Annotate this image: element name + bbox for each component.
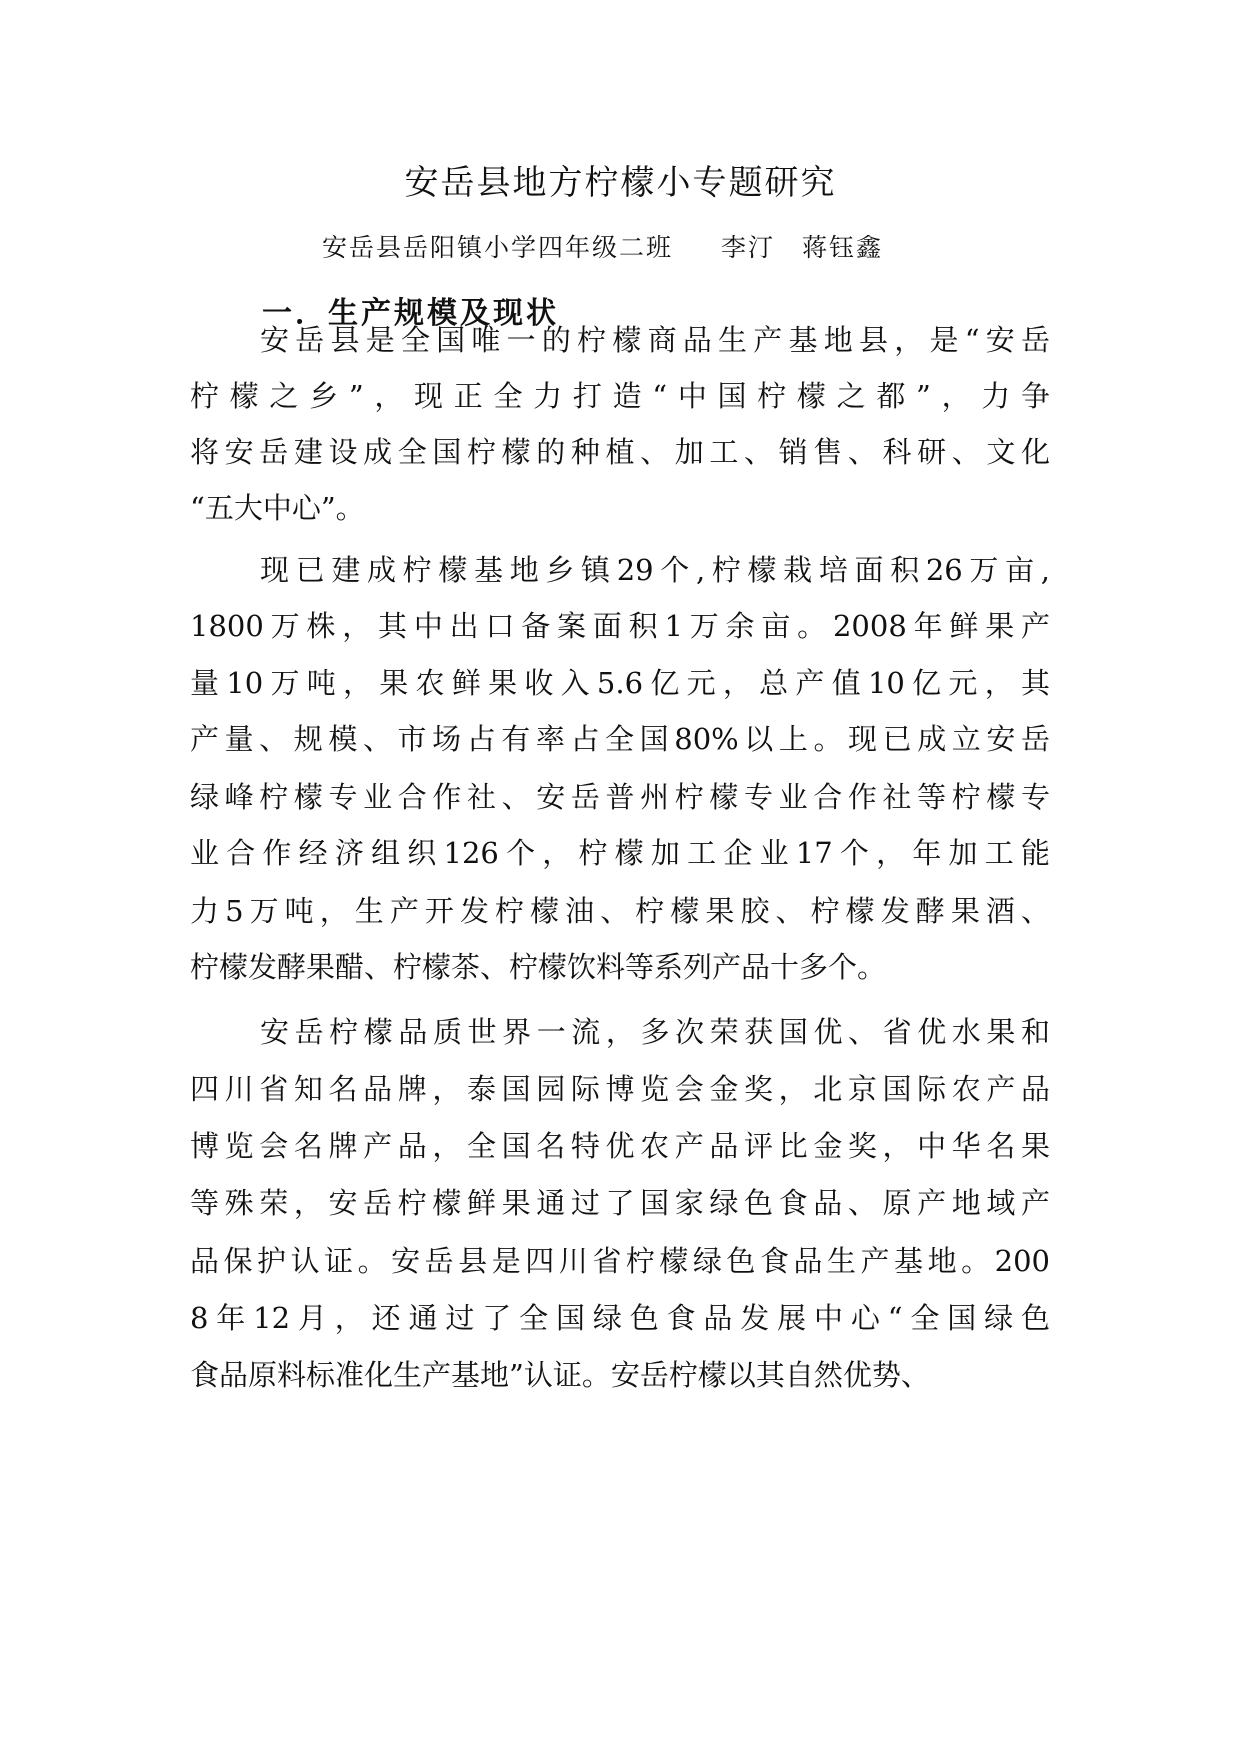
paragraph-line: 食品原料标准化生产基地”认证。安岳柠檬以其自然优势、 xyxy=(190,1358,930,1392)
paragraph-line: 柠檬之乡”，现正全力打造“中国柠檬之都”，力争 xyxy=(190,379,1050,413)
page-title: 安岳县地方柠檬小专题研究 xyxy=(404,163,837,203)
paragraph-line: 柠檬发酵果醋、柠檬茶、柠檬饮料等系列产品十多个。 xyxy=(190,950,887,984)
author-names: 李汀 蒋钰鑫 xyxy=(721,233,884,262)
paragraph-line: 绿峰柠檬专业合作社、安岳普州柠檬专业合作社等柠檬专 xyxy=(190,780,1050,814)
paragraph-line: 品保护认证。安岳县是四川省柠檬绿色食品生产基地。200 xyxy=(190,1244,1050,1278)
paragraph-line: 1800万株，其中出口备案面积1万余亩。2008年鲜果产 xyxy=(190,609,1050,643)
paragraph-line: “五大中心”。 xyxy=(190,491,365,525)
paragraph-line: 力5万吨，生产开发柠檬油、柠檬果胶、柠檬发酵果酒、 xyxy=(190,894,1050,928)
paragraph-line: 安岳县是全国唯一的柠檬商品生产基地县，是“安岳 xyxy=(260,323,1050,357)
paragraph-line: 业合作经济组织126个，柠檬加工企业17个，年加工能 xyxy=(190,836,1050,870)
paragraph-line: 8年12月，还通过了全国绿色食品发展中心“全国绿色 xyxy=(190,1301,1050,1335)
paragraph-line: 等殊荣，安岳柠檬鲜果通过了国家绿色食品、原产地域产 xyxy=(190,1186,1050,1220)
paragraph-line: 四川省知名品牌，泰国园际博览会金奖，北京国际农产品 xyxy=(190,1072,1050,1106)
paragraph-line: 安岳柠檬品质世界一流，多次荣获国优、省优水果和 xyxy=(260,1015,1050,1049)
author-line xyxy=(322,228,883,268)
paragraph-line: 博览会名牌产品，全国名特优农产品评比金奖，中华名果 xyxy=(190,1129,1050,1163)
paragraph-line: 将安岳建设成全国柠檬的种植、加工、销售、科研、文化 xyxy=(190,435,1050,469)
paragraph-line: 产量、规模、市场占有率占全国80%以上。现已成立安岳 xyxy=(190,722,1050,756)
paragraph-line: 现已建成柠檬基地乡镇29个,柠檬栽培面积26万亩, xyxy=(260,553,1050,587)
section-heading: 一．生产规模及现状 xyxy=(262,296,559,331)
author-school: 安岳县岳阳镇小学四年级二班 xyxy=(322,233,674,262)
paragraph-line: 量10万吨，果农鲜果收入5.6亿元，总产值10亿元，其 xyxy=(190,666,1050,700)
